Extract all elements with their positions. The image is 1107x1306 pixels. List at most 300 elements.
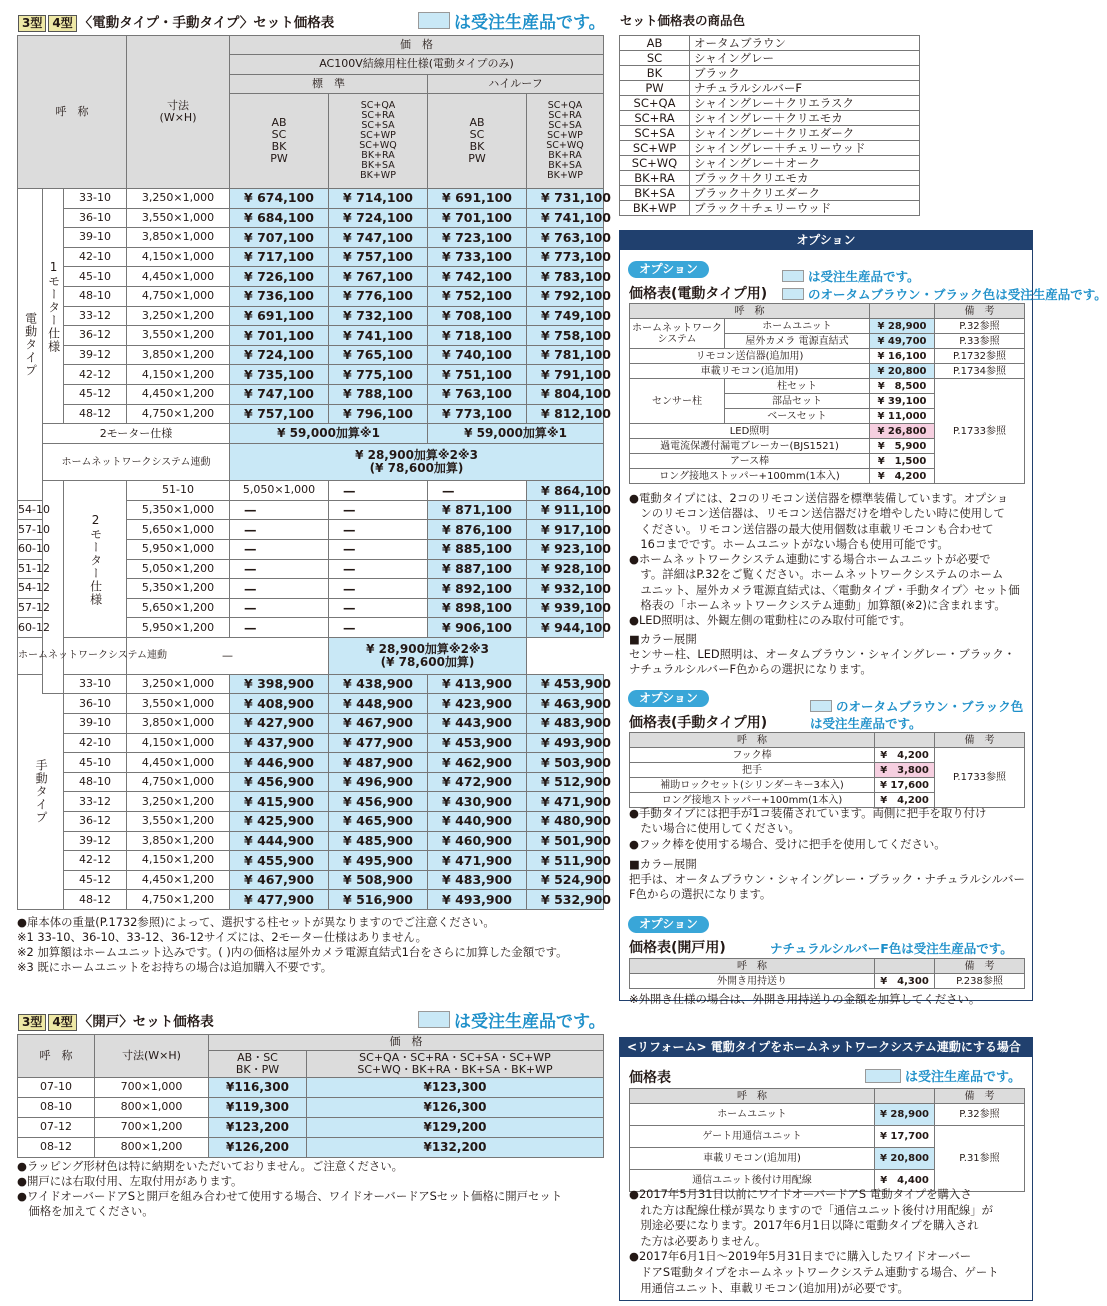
price-cell: ¥ 472,900 xyxy=(428,772,527,792)
size-code: 48-12 xyxy=(64,404,127,424)
price-cell: ¥ 483,900 xyxy=(428,870,527,890)
color-name: ナチュラルシルバーF xyxy=(690,81,920,96)
size-code: 39-10 xyxy=(64,228,127,248)
size-wh: 4,150×1,000 xyxy=(127,733,230,753)
price-cell: ¥ 885,100 xyxy=(428,539,527,559)
table-row xyxy=(620,66,920,81)
table-row xyxy=(18,384,604,404)
price-cell: ¥ 775,100 xyxy=(329,365,428,385)
electric-notes: ●電動タイプには、2コのリモコン送信器を標準装備しています。オプショ ンのリモコン送信器は、リモコン送信器だけを増やしたい時に使用して ください。リモコン送信器の最大使用個数は車載リモコンも合わせて 16コまでです。ホームユニットがない場合も使用可能です。 ●ホームネットワークシステム連動にする場合ホームユニットが必要で す。詳細はP.32をご覧ください。ホームネットワークシステムのホーム ユニット、屋外カメラ電源直結式は、〈電動タイプ・手動タイプ〉セット価 格表の「ホームネットワークシステム連動」加算額(※2)に含まれます。 ●LED照明は、外観左側の電動柱にのみ取付可能です。 ■カラー展開 センサー柱、LED照明は、オータムブラウン・シャイングレー・ブラック・ ナチュラルシルバーF色からの選択になります。 xyxy=(629,491,1020,677)
header-size: 寸法 (W×H) xyxy=(127,36,230,189)
price-cell: ¥ 480,900 xyxy=(527,812,604,832)
price-cell: ¥ 876,100 xyxy=(428,520,527,540)
price-cell: ¥ 928,100 xyxy=(527,559,604,579)
price-cell: ¥ 483,900 xyxy=(527,714,604,734)
reform-notes: ●2017年5月31日以前にワイドオーバードアS 電動タイプを購入さ れた方は配線仕様が異なりますので「通信ユニット後付け用配線」が 別途必要になります。2017年6月1日以降に電動タイプを購入され た方は必要ありません。 ●2017年6月1日～2019年5月31日までに購入したワイドオーバー ドアS電動タイプをホームネットワークシステム連動する場合、ゲート 用通信ユニット、車載リモコン(追加用)が必要です。 xyxy=(629,1187,999,1295)
price-cell: ¥ 757,100 xyxy=(329,247,428,267)
header-highroof: ハイルーフ xyxy=(428,75,604,94)
main-table-title: 3型 4型 〈電動タイプ・手動タイプ〉セット価格表 xyxy=(18,11,334,32)
door-price-combo: ¥129,200 xyxy=(307,1118,604,1138)
table-row xyxy=(18,890,604,910)
price-cell: ¥ 701,100 xyxy=(230,326,329,346)
size-code: 48-10 xyxy=(64,772,127,792)
price-cell: ¥ 932,100 xyxy=(527,579,604,599)
price-cell: ¥ 516,900 xyxy=(329,890,428,910)
door-code: 08-10 xyxy=(18,1098,95,1118)
color-code: BK+SA xyxy=(620,186,690,201)
door-price-table: 呼 称 寸法(W×H) 価 格 AB・SC BK・PW SC+QA・SC+RA・SC+SA・SC+WP SC+WQ・BK+RA・BK+SA・BK+WP 07-10 700×1,000 ¥116,300 ¥123,300 08-10 800×1,000 ¥119,300 ¥126,300 07-12 700×1,200 ¥123,200 ¥129,200 08-12 800×1,200 ¥126,200 ¥132,200 xyxy=(17,1034,604,1158)
size-wh: 3,850×1,200 xyxy=(127,345,230,365)
price-cell: ¥ 773,100 xyxy=(428,404,527,424)
price-cell: ¥ 917,100 xyxy=(527,520,604,540)
price-cell: ¥ 425,900 xyxy=(230,812,329,832)
price-cell: ¥ 508,900 xyxy=(329,870,428,890)
header-spec: AC100V結線用柱仕様(電動タイプのみ) xyxy=(230,55,604,75)
size-wh: 3,850×1,000 xyxy=(127,714,230,734)
price-cell: ¥ 684,100 xyxy=(230,208,329,228)
size-code: 42-10 xyxy=(64,733,127,753)
price-cell: ¥ 944,100 xyxy=(527,618,604,638)
price-cell: ¥ 792,100 xyxy=(527,286,604,306)
table-row xyxy=(620,51,920,66)
size-code: 45-10 xyxy=(64,753,127,773)
price-cell: ¥ 707,100 xyxy=(230,228,329,248)
price-cell: ¥ 501,900 xyxy=(527,831,604,851)
reform-table: 呼 称 備 考 ホームユニット ¥ 28,900 P.32参照 ゲート用通信ユニット ¥ 17,700 P.31参照 車載リモコン(追加用) ¥ 20,800 通信ユニット後付け用配線 ¥ 4,400 xyxy=(629,1088,1025,1192)
door-price-combo: ¥132,200 xyxy=(307,1138,604,1158)
size-wh: 4,750×1,200 xyxy=(127,404,230,424)
door-price-basic: ¥116,300 xyxy=(209,1078,307,1098)
color-name: シャイングレー＋クリエダーク xyxy=(690,126,920,141)
table-row xyxy=(18,831,604,851)
price-cell: ¥ 733,100 xyxy=(428,247,527,267)
table-row xyxy=(18,812,604,832)
price-cell: ¥ 740,100 xyxy=(428,345,527,365)
price-cell: ¥ 485,900 xyxy=(329,831,428,851)
door-legend: は受注生産品です。 xyxy=(418,1007,606,1032)
size-wh: 5,350×1,000 xyxy=(127,500,230,520)
price-cell: — xyxy=(230,520,329,540)
size-wh: 4,450×1,000 xyxy=(127,267,230,287)
size-wh: 4,150×1,200 xyxy=(127,851,230,871)
size-wh: 3,550×1,200 xyxy=(127,326,230,346)
price-cell: — xyxy=(329,559,428,579)
price-cell: ¥ 532,900 xyxy=(527,890,604,910)
price-cell: ¥ 487,900 xyxy=(329,753,428,773)
price-cell: ¥ 453,900 xyxy=(428,733,527,753)
price-cell: — xyxy=(230,598,329,618)
table-row xyxy=(18,733,604,753)
header-col-combo-high: SC+QA SC+RA SC+SA SC+WP SC+WQ BK+RA BK+SA BK+WP xyxy=(527,94,604,189)
price-cell: — xyxy=(329,618,428,638)
table-row xyxy=(18,189,604,209)
size-wh: 3,550×1,200 xyxy=(127,812,230,832)
price-cell: ¥ 776,100 xyxy=(329,286,428,306)
price-cell: — xyxy=(230,500,329,520)
color-name: シャイングレー＋クリエモカ xyxy=(690,111,920,126)
door-size: 700×1,200 xyxy=(95,1118,209,1138)
color-code: SC xyxy=(620,51,690,66)
price-cell: ¥ 747,100 xyxy=(230,384,329,404)
table-row xyxy=(18,637,604,674)
price-cell: ¥ 718,100 xyxy=(428,326,527,346)
color-name: シャイングレー＋クリエラスク xyxy=(690,96,920,111)
size-code: 51-10 xyxy=(127,481,230,501)
price-cell: ¥ 812,100 xyxy=(527,404,604,424)
size-code: 51-12 xyxy=(18,559,43,579)
main-price-table xyxy=(17,35,611,910)
table-row xyxy=(18,753,604,773)
size-wh: 3,250×1,000 xyxy=(127,674,230,694)
main-legend: は受注生産品です。 xyxy=(418,8,606,33)
price-cell: ¥ 731,100 xyxy=(527,189,604,209)
price-cell: ¥ 773,100 xyxy=(527,247,604,267)
price-cell: ¥ 524,900 xyxy=(527,870,604,890)
size-wh: 4,150×1,000 xyxy=(127,247,230,267)
home-network-surcharge: ¥ 28,900加算※2※3 (¥ 78,600加算) xyxy=(230,444,604,481)
option-pill-manual: オプション xyxy=(628,690,709,707)
price-cell: ¥ 742,100 xyxy=(428,267,527,287)
table-row xyxy=(18,306,604,326)
size-code: 39-10 xyxy=(64,714,127,734)
size-code: 39-12 xyxy=(64,345,127,365)
table-row xyxy=(620,111,920,126)
size-code: 45-12 xyxy=(64,870,127,890)
price-cell: ¥ 757,100 xyxy=(230,404,329,424)
price-cell: ¥ 911,100 xyxy=(527,500,604,520)
price-cell: ¥ 453,900 xyxy=(527,674,604,694)
price-cell: ¥ 674,100 xyxy=(230,189,329,209)
price-cell: ¥ 736,100 xyxy=(230,286,329,306)
price-cell: ¥ 448,900 xyxy=(329,694,428,714)
price-cell: ¥ 437,900 xyxy=(230,733,329,753)
price-cell: ¥ 741,100 xyxy=(527,208,604,228)
price-cell: ¥ 503,900 xyxy=(527,753,604,773)
color-name: シャイングレー＋オーク xyxy=(690,156,920,171)
option-pill-electric: オプション xyxy=(628,261,709,278)
size-code: 45-10 xyxy=(64,267,127,287)
header-price: 価 格 xyxy=(230,36,604,55)
price-cell: ¥ 763,100 xyxy=(527,228,604,248)
price-cell: ¥ 783,100 xyxy=(527,267,604,287)
table-row xyxy=(18,694,604,714)
header-standard: 標 準 xyxy=(230,75,428,94)
manual-options-title: 価格表(手動タイプ用) xyxy=(629,715,768,731)
size-wh: 4,450×1,200 xyxy=(127,870,230,890)
size-wh: 5,350×1,200 xyxy=(127,579,230,599)
size-code: 48-10 xyxy=(64,286,127,306)
size-code: 57-10 xyxy=(18,520,43,540)
price-cell: ¥ 691,100 xyxy=(428,189,527,209)
price-cell: — xyxy=(230,559,329,579)
color-name: シャイングレー＋チェリーウッド xyxy=(690,141,920,156)
table-row xyxy=(18,286,604,306)
door-size: 800×1,200 xyxy=(95,1138,209,1158)
price-cell: ¥ 415,900 xyxy=(230,792,329,812)
color-name: ブラック＋チェリーウッド xyxy=(690,201,920,216)
door-size: 700×1,000 xyxy=(95,1078,209,1098)
table-row xyxy=(620,171,920,186)
price-cell: — xyxy=(230,618,329,638)
size-wh: 3,850×1,200 xyxy=(127,831,230,851)
price-cell: ¥ 460,900 xyxy=(428,831,527,851)
table-row xyxy=(18,247,604,267)
size-code: 60-10 xyxy=(18,539,43,559)
home-network-label-2: ホームネットワークシステム連動 xyxy=(18,637,127,674)
price-cell: ¥ 455,900 xyxy=(230,851,329,871)
table-row xyxy=(18,345,604,365)
table-row xyxy=(18,792,604,812)
color-code: SC+RA xyxy=(620,111,690,126)
price-cell: ¥ 804,100 xyxy=(527,384,604,404)
color-code: BK+RA xyxy=(620,171,690,186)
table-row xyxy=(18,1078,604,1098)
price-cell: ¥ 758,100 xyxy=(527,326,604,346)
size-wh: 5,050×1,200 xyxy=(127,559,230,579)
price-cell: ¥ 467,900 xyxy=(230,870,329,890)
electric-options-table: 呼 称 備 考 ホームネットワーク システム ホームユニット ¥ 28,900 P.32参照 屋外カメラ 電源直結式 ¥ 49,700 P.33参照 リモコン送信器(追加用) ¥ 16,100 P.1732参照 車載リモコン(追加用) ¥ 20,800 P.1734参照 センサー柱 柱セット ¥ 8,500 P.1733参照 部品セット ¥ 39,100 ベースセット ¥ 11,000 LED照明 ¥ 26,800 過電流保護付漏電ブレーカー(BJS1521) ¥ 5,900 アース棒 ¥ 1,500 ロング接地ストッパー+100mm(1本入) ¥ 4,200 xyxy=(629,303,1025,484)
table-row xyxy=(620,201,920,216)
table-row xyxy=(18,1118,604,1138)
table-row xyxy=(18,424,604,444)
home-network-std-na: — xyxy=(127,637,329,674)
header-col-combo: SC+QA SC+RA SC+SA SC+WP SC+WQ BK+RA BK+SA BK+WP xyxy=(329,94,428,189)
price-cell: ¥ 444,900 xyxy=(230,831,329,851)
color-code: SC+SA xyxy=(620,126,690,141)
size-code: 54-12 xyxy=(18,579,43,599)
price-cell: — xyxy=(329,481,428,501)
price-cell: — xyxy=(329,500,428,520)
price-cell: — xyxy=(329,539,428,559)
price-cell: — xyxy=(329,579,428,599)
price-cell: ¥ 462,900 xyxy=(428,753,527,773)
price-cell: ¥ 864,100 xyxy=(527,481,604,501)
size-wh: 3,550×1,000 xyxy=(127,208,230,228)
door-table-title: 3型 4型 〈開戸〉セット価格表 xyxy=(18,1010,214,1031)
door-price-basic: ¥126,200 xyxy=(209,1138,307,1158)
color-code: AB xyxy=(620,36,690,51)
door-price-basic: ¥123,200 xyxy=(209,1118,307,1138)
price-cell: ¥ 511,900 xyxy=(527,851,604,871)
two-motor-surcharge-label: 2モーター仕様 xyxy=(43,424,230,444)
price-cell: ¥ 788,100 xyxy=(329,384,428,404)
size-wh: 3,250×1,000 xyxy=(127,189,230,209)
price-cell: ¥ 747,100 xyxy=(329,228,428,248)
size-code: 45-12 xyxy=(64,384,127,404)
color-name: ブラック＋クリエダーク xyxy=(690,186,920,201)
price-cell: ¥ 724,100 xyxy=(329,208,428,228)
size-wh: 3,250×1,200 xyxy=(127,792,230,812)
price-cell: ¥ 887,100 xyxy=(428,559,527,579)
size-code: 36-12 xyxy=(64,326,127,346)
table-row xyxy=(18,1138,604,1158)
size-wh: 5,950×1,000 xyxy=(127,539,230,559)
price-cell: — xyxy=(428,481,527,501)
price-cell: ¥ 781,100 xyxy=(527,345,604,365)
price-cell: ¥ 477,900 xyxy=(230,890,329,910)
door-price-combo: ¥123,300 xyxy=(307,1078,604,1098)
price-cell: ¥ 796,100 xyxy=(329,404,428,424)
size-code: 42-12 xyxy=(64,851,127,871)
table-row xyxy=(620,81,920,96)
price-cell: ¥ 752,100 xyxy=(428,286,527,306)
price-cell: — xyxy=(230,539,329,559)
manual-notes: ●手動タイプには把手が1コ装備されています。両側に把手を取り付け たい場合に使用してください。 ●フック棒を使用する場合、受けに把手を使用してください。 ■カラー展開 把手は、オータムブラウン・シャイングレー・ブラック・ナチュラルシルバー F色からの選択になります。 xyxy=(629,806,1025,902)
manual-options-table: 呼 称 備 考 フック棒 ¥ 4,200 P.1733参照 把手 ¥ 3,800 補助ロックセット(シリンダーキー3本入) ¥ 17,600 ロング接地ストッパー+100mm(1本入) ¥ 4,200 xyxy=(629,732,1025,808)
table-row xyxy=(620,96,920,111)
size-wh: 4,750×1,200 xyxy=(127,890,230,910)
price-cell: — xyxy=(329,520,428,540)
color-table xyxy=(619,35,920,216)
size-wh: 5,950×1,200 xyxy=(127,618,230,638)
price-cell: ¥ 495,900 xyxy=(329,851,428,871)
size-wh: 4,150×1,200 xyxy=(127,365,230,385)
color-code: PW xyxy=(620,81,690,96)
table-row xyxy=(18,870,604,890)
door-size: 800×1,000 xyxy=(95,1098,209,1118)
price-cell: ¥ 923,100 xyxy=(527,539,604,559)
home-network-surcharge-2: ¥ 28,900加算※2※3 (¥ 78,600加算) xyxy=(329,637,527,674)
price-cell: ¥ 732,100 xyxy=(329,306,428,326)
price-cell: ¥ 493,900 xyxy=(428,890,527,910)
size-wh: 4,750×1,000 xyxy=(127,772,230,792)
price-cell: ¥ 471,900 xyxy=(428,851,527,871)
door-price-basic: ¥119,300 xyxy=(209,1098,307,1118)
price-cell: ¥ 765,100 xyxy=(329,345,428,365)
size-code: 33-12 xyxy=(64,306,127,326)
price-cell: ¥ 471,900 xyxy=(527,792,604,812)
color-name: ブラック＋クリエモカ xyxy=(690,171,920,186)
size-code: 42-12 xyxy=(64,365,127,385)
size-wh: 3,850×1,000 xyxy=(127,228,230,248)
price-cell: ¥ 430,900 xyxy=(428,792,527,812)
table-row xyxy=(620,126,920,141)
price-cell: ¥ 892,100 xyxy=(428,579,527,599)
price-cell: ¥ 440,900 xyxy=(428,812,527,832)
price-cell: ¥ 427,900 xyxy=(230,714,329,734)
price-cell: ¥ 749,100 xyxy=(527,306,604,326)
two-motor-surcharge-std: ¥ 59,000加算※1 xyxy=(230,424,428,444)
price-cell: ¥ 456,900 xyxy=(329,792,428,812)
size-wh: 5,650×1,000 xyxy=(127,520,230,540)
price-cell: ¥ 708,100 xyxy=(428,306,527,326)
reform-header: <リフォーム> 電動タイプをホームネットワークシステム連動にする場合 xyxy=(619,1037,1033,1057)
price-cell: ¥ 413,900 xyxy=(428,674,527,694)
size-code: 36-10 xyxy=(64,694,127,714)
legend-swatch xyxy=(418,12,450,29)
price-cell: ¥ 493,900 xyxy=(527,733,604,753)
table-row xyxy=(18,772,604,792)
table-row xyxy=(620,141,920,156)
table-row xyxy=(18,326,604,346)
size-wh: 4,450×1,200 xyxy=(127,384,230,404)
options-header: オプション xyxy=(619,230,1033,250)
size-code: 57-12 xyxy=(18,598,43,618)
color-code: SC+WQ xyxy=(620,156,690,171)
price-cell: ¥ 735,100 xyxy=(230,365,329,385)
table-row xyxy=(18,1098,604,1118)
price-cell: ¥ 741,100 xyxy=(329,326,428,346)
door-options-table: 呼 称 備 考 外開き用持送り ¥ 4,300 P.238参照 xyxy=(629,958,1025,989)
price-cell: ¥ 463,900 xyxy=(527,694,604,714)
size-code: 33-12 xyxy=(64,792,127,812)
color-code: SC+WP xyxy=(620,141,690,156)
door-price-combo: ¥126,300 xyxy=(307,1098,604,1118)
price-cell: ¥ 438,900 xyxy=(329,674,428,694)
type4-tag: 4型 xyxy=(48,15,76,32)
price-cell: ¥ 691,100 xyxy=(230,306,329,326)
size-code: 39-12 xyxy=(64,831,127,851)
door-options-title: 価格表(開戸用) xyxy=(629,940,726,956)
size-wh: 5,650×1,200 xyxy=(127,598,230,618)
table-row xyxy=(18,404,604,424)
table-row xyxy=(620,186,920,201)
price-cell: ¥ 512,900 xyxy=(527,772,604,792)
price-cell: ¥ 767,100 xyxy=(329,267,428,287)
price-cell: ¥ 456,900 xyxy=(230,772,329,792)
price-cell: ¥ 906,100 xyxy=(428,618,527,638)
price-cell: ¥ 791,100 xyxy=(527,365,604,385)
price-cell: ¥ 723,100 xyxy=(428,228,527,248)
home-network-label: ホームネットワークシステム連動 xyxy=(43,444,230,481)
price-cell: ¥ 871,100 xyxy=(428,500,527,520)
table-row xyxy=(18,208,604,228)
price-cell: — xyxy=(329,598,428,618)
header-col-basic: AB SC BK PW xyxy=(230,94,329,189)
price-cell: ¥ 446,900 xyxy=(230,753,329,773)
price-cell: ¥ 408,900 xyxy=(230,694,329,714)
price-cell: ¥ 477,900 xyxy=(329,733,428,753)
table-row xyxy=(18,267,604,287)
size-wh: 3,550×1,000 xyxy=(127,694,230,714)
size-code: 60-12 xyxy=(18,618,43,638)
size-wh: 5,050×1,000 xyxy=(230,481,329,501)
price-cell: ¥ 398,900 xyxy=(230,674,329,694)
table-row xyxy=(620,36,920,51)
table-row xyxy=(18,444,604,481)
table-row xyxy=(18,365,604,385)
size-wh: 4,750×1,000 xyxy=(127,286,230,306)
option-pill-door: オプション xyxy=(628,916,709,933)
price-cell: ¥ 751,100 xyxy=(428,365,527,385)
size-code: 54-10 xyxy=(18,500,43,520)
door-options-note: ※外開き仕様の場合は、外開き用持送りの金額を加算してください。 xyxy=(629,992,981,1006)
price-cell: ¥ 898,100 xyxy=(428,598,527,618)
price-cell: ¥ 443,900 xyxy=(428,714,527,734)
door-code: 07-10 xyxy=(18,1078,95,1098)
price-cell: ¥ 714,100 xyxy=(329,189,428,209)
size-wh: 3,250×1,200 xyxy=(127,306,230,326)
door-code: 07-12 xyxy=(18,1118,95,1138)
price-cell: ¥ 465,900 xyxy=(329,812,428,832)
price-cell: ¥ 423,900 xyxy=(428,694,527,714)
price-cell: ¥ 717,100 xyxy=(230,247,329,267)
electric-type-label: 電動タイプ xyxy=(18,189,43,501)
color-name: ブラック xyxy=(690,66,920,81)
type3-tag: 3型 xyxy=(18,15,46,32)
two-motor-label: 2モーター仕様 xyxy=(64,481,127,638)
manual-type-label: 手動タイプ xyxy=(18,674,64,909)
price-cell: ¥ 724,100 xyxy=(230,345,329,365)
two-motor-surcharge-high: ¥ 59,000加算※1 xyxy=(428,424,604,444)
one-motor-label: 1モーター仕様 xyxy=(43,189,64,424)
size-wh: 4,450×1,000 xyxy=(127,753,230,773)
price-cell: ¥ 701,100 xyxy=(428,208,527,228)
color-code: BK xyxy=(620,66,690,81)
table-row xyxy=(18,481,604,501)
color-name: オータムブラウン xyxy=(690,36,920,51)
table-row xyxy=(18,714,604,734)
